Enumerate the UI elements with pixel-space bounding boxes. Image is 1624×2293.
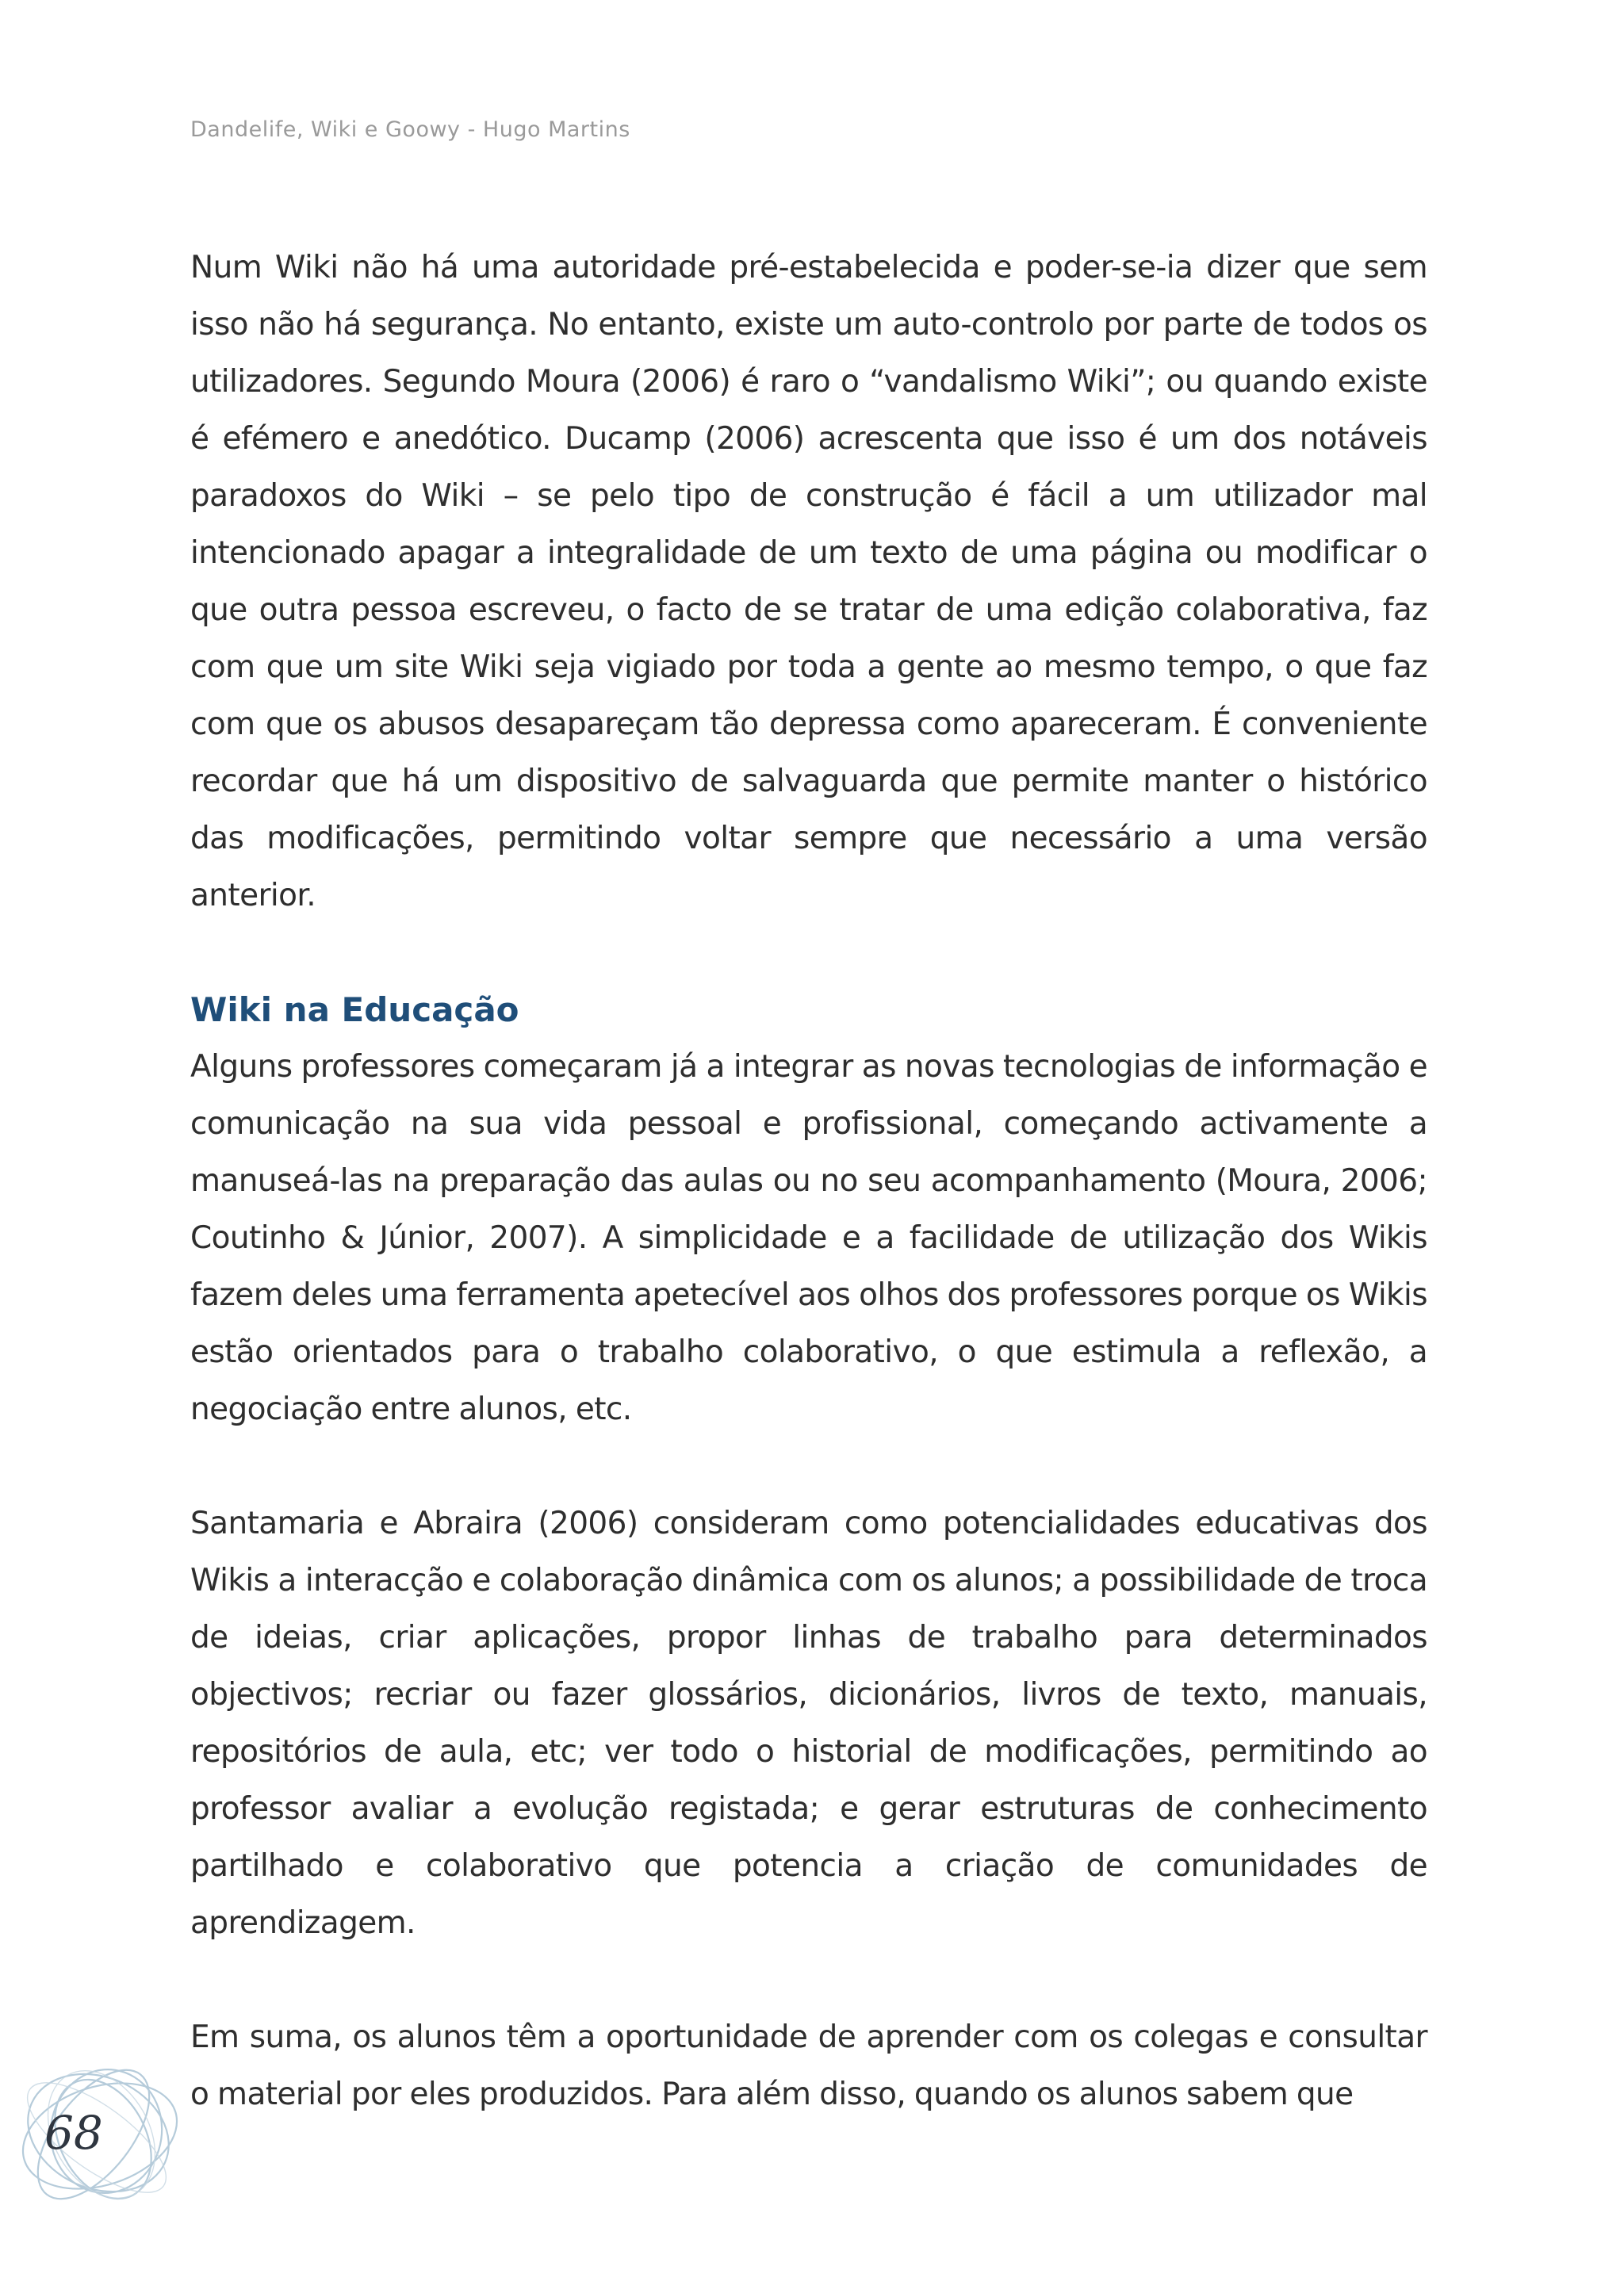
paragraph-summary: Em suma, os alunos têm a oportunidade de aprender com os colegas e consultar o material por eles produzidos. Para além disso, quando os alunos sabem que (190, 2019, 1427, 2112)
section-heading-wiki-education: Wiki na Educação (190, 990, 519, 1029)
page-number: 68 (44, 2106, 103, 2160)
paragraph-wiki-authority: Num Wiki não há uma autoridade pré-estabelecida e poder-se-ia dizer que sem isso não há segurança. No entanto, existe um auto-controlo por parte de todos os utilizadores. Segundo Moura (2006) é raro o “vandalismo Wiki”; ou quando existe é efémero e anedótico. Ducamp (2006) acrescenta que isso é um dos notáveis paradoxos do Wiki – se pelo tipo de construção é fácil a um utilizador mal intencionado apagar a integralidade de um texto de uma página ou modificar o que outra pessoa escreveu, o facto de se tratar de uma edição colaborativa, faz com que um site Wiki seja vigiado por toda a gente ao mesmo tempo, o que faz com que os abusos desapareçam tão depressa como apareceram. É conveniente recordar que há um dispositivo de salvaguarda que permite manter o histórico das modificações, permitindo voltar sempre que necessário a uma versão anterior. (190, 250, 1427, 913)
page-number-ornament (11, 2060, 193, 2211)
paragraph-spacer (190, 924, 1427, 982)
paragraph-teachers-ict: Alguns professores começaram já a integrar as novas tecnologias de informação e comunicação na sua vida pessoal e profissional, começando activamente a manuseá-las na preparação das aulas ou no seu acompanhamento (Moura, 2006; Coutinho & Júnior, 2007). A simplicidade e a facilidade de utilização dos Wikis fazem deles uma ferramenta apetecível aos olhos dos professores porque os Wikis estão orientados para o trabalho colaborativo, o que estimula a reflexão, a negociação entre alunos, etc. (190, 1049, 1427, 1427)
paragraph-educational-potential: Santamaria e Abraira (2006) consideram como potencialidades educativas dos Wikis a interacção e colaboração dinâmica com os alunos; a possibilidade de troca de ideias, criar aplicações, propor linhas de trabalho para determinados objectivos; recriar ou fazer glossários, dicionários, livros de texto, manuais, repositórios de aula, etc; ver todo o historial de modificações, permitindo ao professor avaliar a evolução registada; e gerar estruturas de conhecimento partilhado e colaborativo que potencia a criação de comunidades de aprendizagem. (190, 1506, 1427, 1941)
page-body (190, 239, 1427, 2123)
paragraph-spacer (190, 1438, 1427, 1495)
running-header: Dandelife, Wiki e Goowy - Hugo Martins (190, 117, 630, 142)
paragraph-spacer (190, 1952, 1427, 2009)
